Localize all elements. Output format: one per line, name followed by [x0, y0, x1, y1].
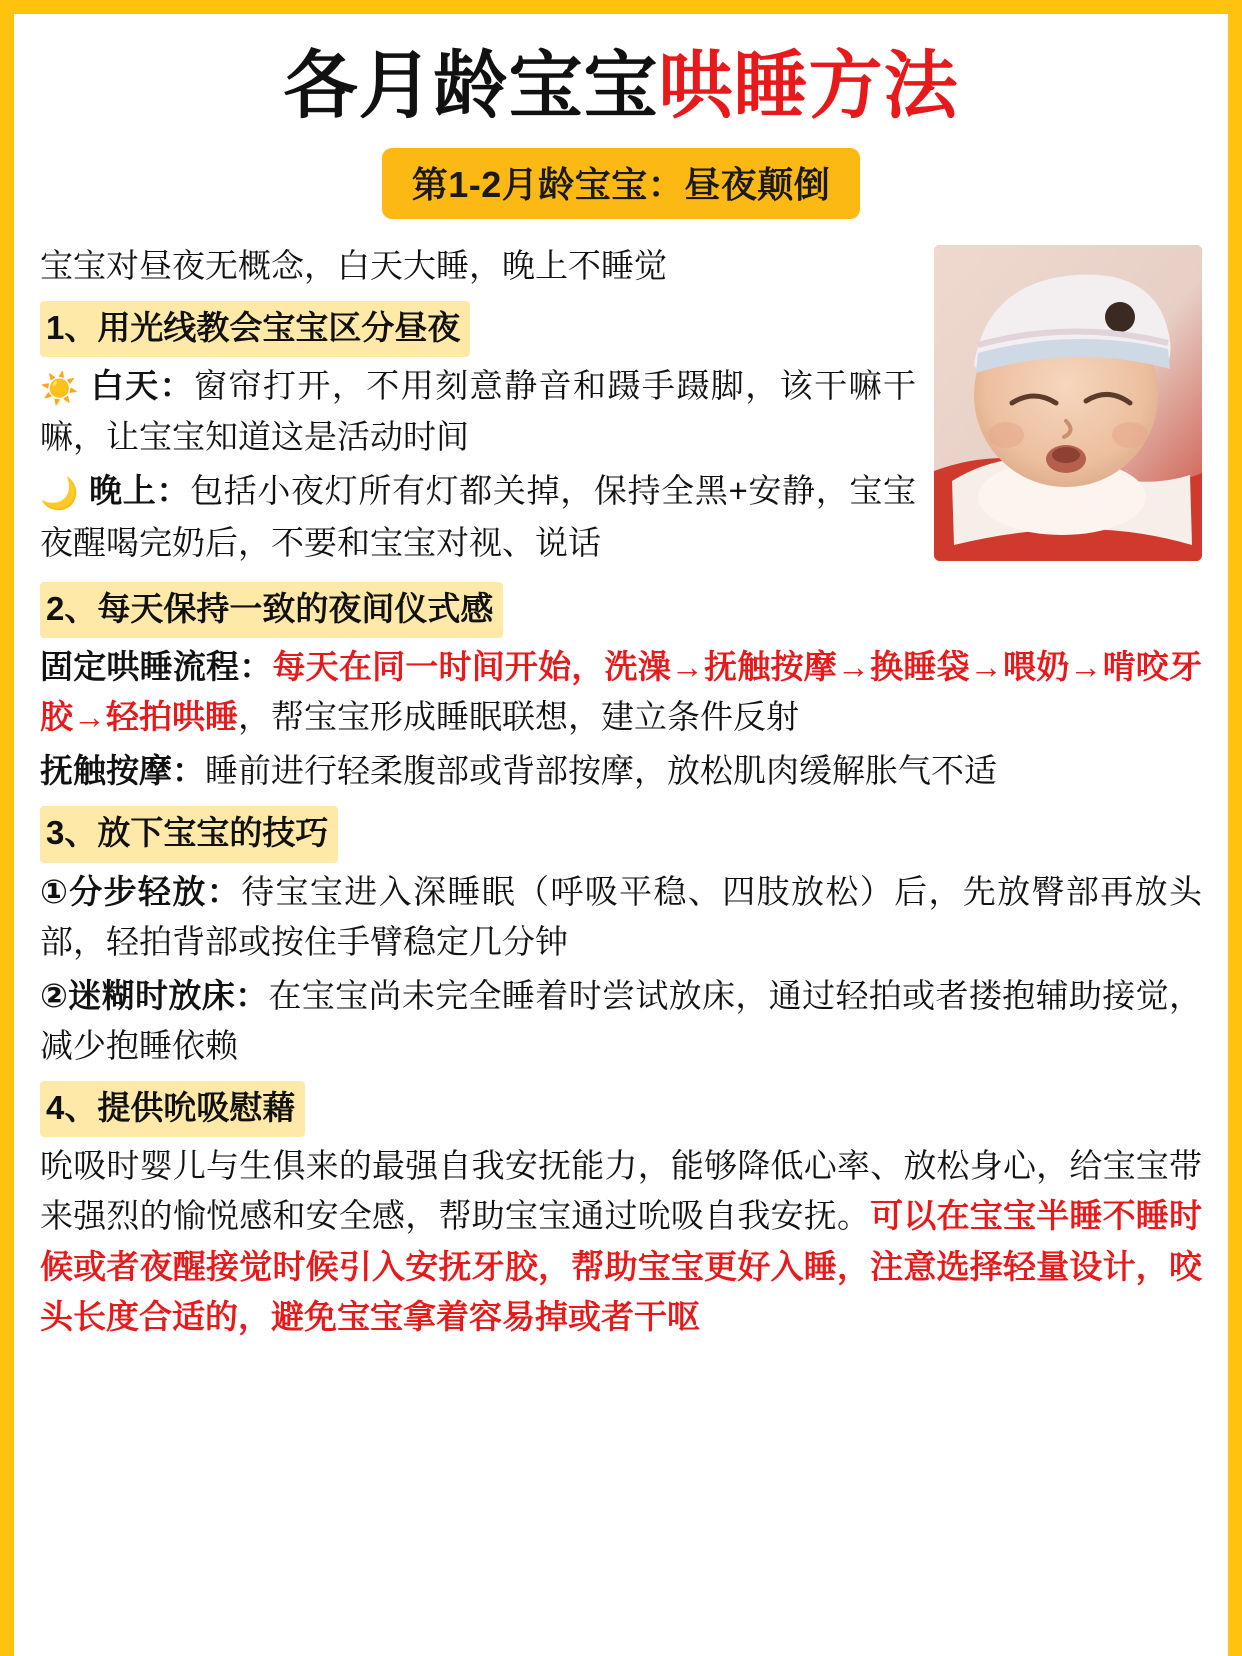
- step-down-text: 待宝宝进入深睡眠（呼吸平稳、四肢放松）后，先放臀部再放头部，轻拍背部或按住手臂稳定几分钟: [40, 872, 1202, 960]
- section-3-item-1: [40, 867, 1202, 967]
- routine-label: 固定哄睡流程：: [40, 647, 273, 685]
- section-4-item-1: [40, 1141, 1202, 1342]
- baby-photo-illustration: [934, 245, 1202, 561]
- massage-label: 抚触按摩：: [40, 752, 205, 790]
- subtitle-container: [40, 148, 1202, 219]
- sun-icon: ☀️: [40, 371, 81, 407]
- massage-text: 睡前进行轻柔腹部或背部按摩，放松肌肉缓解胀气不适: [205, 752, 997, 790]
- poster-sheet: [14, 14, 1228, 1656]
- step-down-label: ①分步轻放：: [40, 872, 242, 910]
- sucking-text: 吮吸时婴儿与生俱来的最强自我安抚能力，能够降低心率、放松身心，给宝宝带来强烈的愉悦感和安全感，帮助宝宝通过吮吸自我安抚。: [40, 1147, 1202, 1235]
- drowsy-text: 在宝宝尚未完全睡着时尝试放床，通过轻拍或者搂抱辅助接觉，减少抱睡依赖: [40, 976, 1202, 1064]
- section-2-heading: 2、每天保持一致的夜间仪式感: [40, 582, 503, 638]
- routine-red-text: 每天在同一时间开始，洗澡→抚触按摩→换睡袋→喂奶→啃咬牙胶→轻拍哄睡: [40, 647, 1203, 736]
- section-2: [40, 576, 1202, 797]
- section-2-item-1: [40, 642, 1202, 742]
- daytime-text: 窗帘打开，不用刻意静音和蹑手蹑脚，该干嘛干嘛，让宝宝知道这是活动时间: [40, 367, 917, 456]
- moon-icon: 🌙: [40, 476, 80, 512]
- title-part-2: 哄睡方法: [658, 44, 959, 127]
- section-2-item-2: [40, 746, 1202, 796]
- subtitle-badge: 第1-2月龄宝宝：昼夜颠倒: [382, 148, 861, 219]
- page-title: [40, 46, 1202, 126]
- sucking-red-text: 可以在宝宝半睡不睡时候或者夜醒接觉时候引入安抚牙胶，帮助宝宝更好入睡，注意选择轻量设计，咬头长度合适的，避免宝宝拿着容易掉或者干呕: [40, 1197, 1203, 1335]
- section-3-item-2: [40, 971, 1202, 1071]
- night-label: 晚上：: [89, 472, 191, 510]
- section-3-heading: 3、放下宝宝的技巧: [40, 806, 338, 862]
- section-4-heading: 4、提供吮吸慰藉: [40, 1081, 305, 1137]
- drowsy-label: ②迷糊时放床：: [40, 976, 269, 1014]
- sleeping-baby-photo: [934, 245, 1202, 561]
- daytime-label: 白天：: [90, 367, 195, 405]
- section-1-heading: 1、用光线教会宝宝区分昼夜: [40, 301, 470, 357]
- intro-paragraph: 宝宝对昼夜无概念，白天大睡，晚上不睡觉: [40, 246, 667, 284]
- section-4: [40, 1075, 1202, 1342]
- night-text: 包括小夜灯所有灯都关掉，保持全黑+安静，宝宝夜醒喝完奶后，不要和宝宝对视、说话: [40, 472, 917, 561]
- section-3: [40, 800, 1202, 1071]
- article-body: [40, 241, 1202, 1342]
- title-part-1: 各月龄宝宝: [283, 44, 659, 127]
- routine-text: ，帮宝宝形成睡眠联想，建立条件反射: [238, 698, 799, 736]
